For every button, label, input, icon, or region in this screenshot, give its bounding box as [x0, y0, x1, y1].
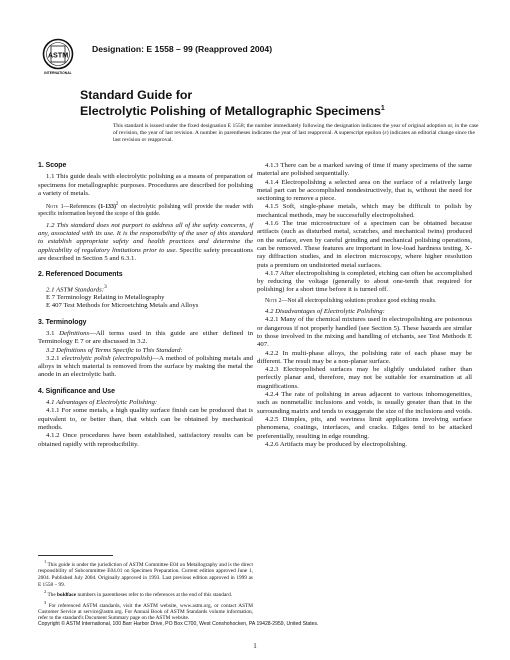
paragraph-1-2: 1.2 This standard does not purport to address all of the safety concerns, if any, associated with its use. It is the responsibility of the user of this standard to establish appropriate safety and health practices and determine the applicability of regulatory limitations prior to use. Specific safety precautions are described in Section 5 and 6.3.1. — [38, 221, 253, 262]
copyright-line: Copyright © ASTM International, 100 Barr Harbor Drive, PO Box C700, West Conshohocken, PA 19428-2959, United States. — [38, 621, 319, 627]
paragraph-3-2-1: 3.2.1 electrolytic polish (electropolish)—A method of polishing metals and alloys in which material is removed from the surface by making the metal the anode in an electrolytic bath. — [38, 354, 254, 379]
section-heading-significance: 4. Significance and Use — [38, 387, 115, 395]
paragraph-4-2: 4.2 Disadvantages of Electrolytic Polishing: — [265, 308, 385, 316]
standard-issue-note: This standard is issued under the fixed designation E 1558; the number immediately following the designation indicates the year of original adoption or, in the case of revision, the year of last revision. A number in parentheses indicates the year of last reapproval. A superscript epsilon (ε) indicates an editorial change since the last revision or reapproval. — [113, 123, 479, 144]
section-heading-referenced-documents: 2. Referenced Documents — [38, 271, 123, 279]
paragraph-4-1-7: 4.1.7 After electropolishing is completed, etching can often be accomplished by reducing the voltage (generally to about one-tenth that required for polishing) for a short time before it is turned off. — [257, 269, 472, 294]
footnote-2: $^2$ The boldface numbers in parentheses refer to the references at the end of this standard. — [44, 589, 233, 598]
paragraph-4-2-6: 4.2.6 Artifacts may be produced by electropolishing. — [265, 440, 407, 448]
page-number: 1 — [253, 642, 257, 650]
footnote-1: $^1$ This guide is under the jurisdiction of ASTM Committee E04 on Metallography and is the direct responsibility of Subcommittee E04.01 on Specimen Preparation. Current edition approved June 1, 2004. Published July 2004. Originally approved in 1993. Last previous edition approved in 1999 as E 1558 – 99. — [38, 559, 253, 588]
paragraph-2-1: 2.1 ASTM Standards:$^3$ — [46, 283, 107, 293]
paragraph-4-1: 4.1 Advantages of Electrolytic Polishing: — [46, 399, 158, 407]
reference-e407: E 407 Test Methods for Microetching Metals and Alloys — [46, 302, 199, 310]
left-column — [38, 162, 253, 449]
paragraph-4-1-4: 4.1.4 Electropolishing a selected area on the surface of a relatively large metal part can be accomplished nondestructively, that is, without the need for sectioning to remove a piece. — [257, 178, 472, 203]
astm-logo — [38, 37, 78, 77]
footnote-divider — [38, 555, 113, 556]
title-line-2: Electrolytic Polishing of Metallographic Specimens$^1$ — [80, 104, 385, 119]
paragraph-4-2-4: 4.2.4 The rate of polishing in areas adjacent to various inhomogeneities, such as nonmetallic inclusions and voids, is usually greater than that in the surrounding matrix and tends to exaggerate the size of the inclusions and voids. — [257, 391, 473, 415]
paragraph-4-2-3: 4.2.3 Electropolished surfaces may be slightly undulated rather than perfectly planar and, therefore, may not be suitable for examination at all magnifications. — [257, 366, 472, 390]
note-2: Note 2—Not all electropolishing solutions produce good etching results. — [265, 297, 437, 304]
paragraph-3-2: 3.2 Definitions of Terms Specific to This Standard: — [46, 346, 183, 354]
logo-subtext: INTERNATIONAL — [44, 71, 72, 75]
paragraph-1-1: 1.1 This guide deals with electrolytic polishing as a means of preparation of specimens for metallographic purposes. Procedures are described for polishing a variety of metals. — [38, 173, 253, 197]
document-title — [80, 88, 385, 118]
right-column — [257, 162, 472, 449]
title-line-1: Standard Guide for — [80, 88, 193, 102]
section-heading-terminology: 3. Terminology — [38, 318, 87, 326]
paragraph-4-1-3: 4.1.3 There can be a marked saving of time if many specimens of the same material are polished sequentially. — [257, 162, 472, 178]
section-heading-scope: 1. Scope — [38, 162, 67, 169]
paragraph-4-1-2: 4.1.2 Once procedures have been established, satisfactory results can be obtained rapidly with reproducibility. — [38, 432, 253, 448]
title-footnote-mark: 1 — [380, 105, 385, 112]
designation: Designation: E 1558 – 99 (Reapproved 2004) — [92, 44, 273, 54]
paragraph-4-2-5: 4.2.5 Dimples, pits, and waviness limit applications involving surface phenomena, coatings, interfaces, and cracks. Edges tend to be attacked preferentially, resulting in edge rounding. — [257, 415, 472, 440]
logo-text: ASTM — [47, 50, 69, 60]
paragraph-4-1-6: 4.1.6 The true microstructure of a specimen can be obtained because artifacts (such as disturbed metal, scratches, and mechanical twins) produced on the surface, even by careful grinding and mechanical polishing operations, can be removed. These features are important in low-load hardness testing, X-ray diffraction studies, and in electron microscopy, where higher resolution puts a premium on undistorted metal surfaces. — [257, 220, 472, 269]
paragraph-4-2-2: 4.2.2 In multi-phase alloys, the polishing rate of each phase may be different. The result may be a non-planar surface. — [257, 349, 472, 365]
reference-e7: E 7 Terminology Relating to Metallography — [46, 294, 165, 302]
paragraph-4-1-5: 4.1.5 Soft, single-phase metals, which may be difficult to polish by mechanical methods, may be successfully electropolished. — [257, 203, 472, 219]
paragraph-4-1-1: 4.1.1 For some metals, a high quality surface finish can be produced that is equivalent to, or better than, that which can be obtained by mechanical methods. — [38, 407, 253, 431]
footnotes — [38, 559, 253, 623]
paragraph-3-1: 3.1 Definitions—All terms used in this guide are either defined in Terminology E 7 or are discussed in 3.2. — [38, 329, 253, 346]
paragraph-4-2-1: 4.2.1 Many of the chemical mixtures used in electropolishing are poisonous or dangerous if not properly handled (see Section 5). These hazards are similar to those involved in the mixing and handling of etchants, see Test Methods E 407. — [257, 316, 472, 349]
footnote-3: $^3$ For referenced ASTM standards, visit the ASTM website, www.astm.org, or contact ASTM Customer Service at service@astm.org. For Annual Book of ASTM Standards volume information, refer to the standard's Document Summary page on the ASTM website. — [38, 599, 254, 622]
note-1: Note 1—References $(1-133)^2$ on electrolytic polishing will provide the reader with specific information beyond the scope of this guide. — [38, 202, 253, 218]
